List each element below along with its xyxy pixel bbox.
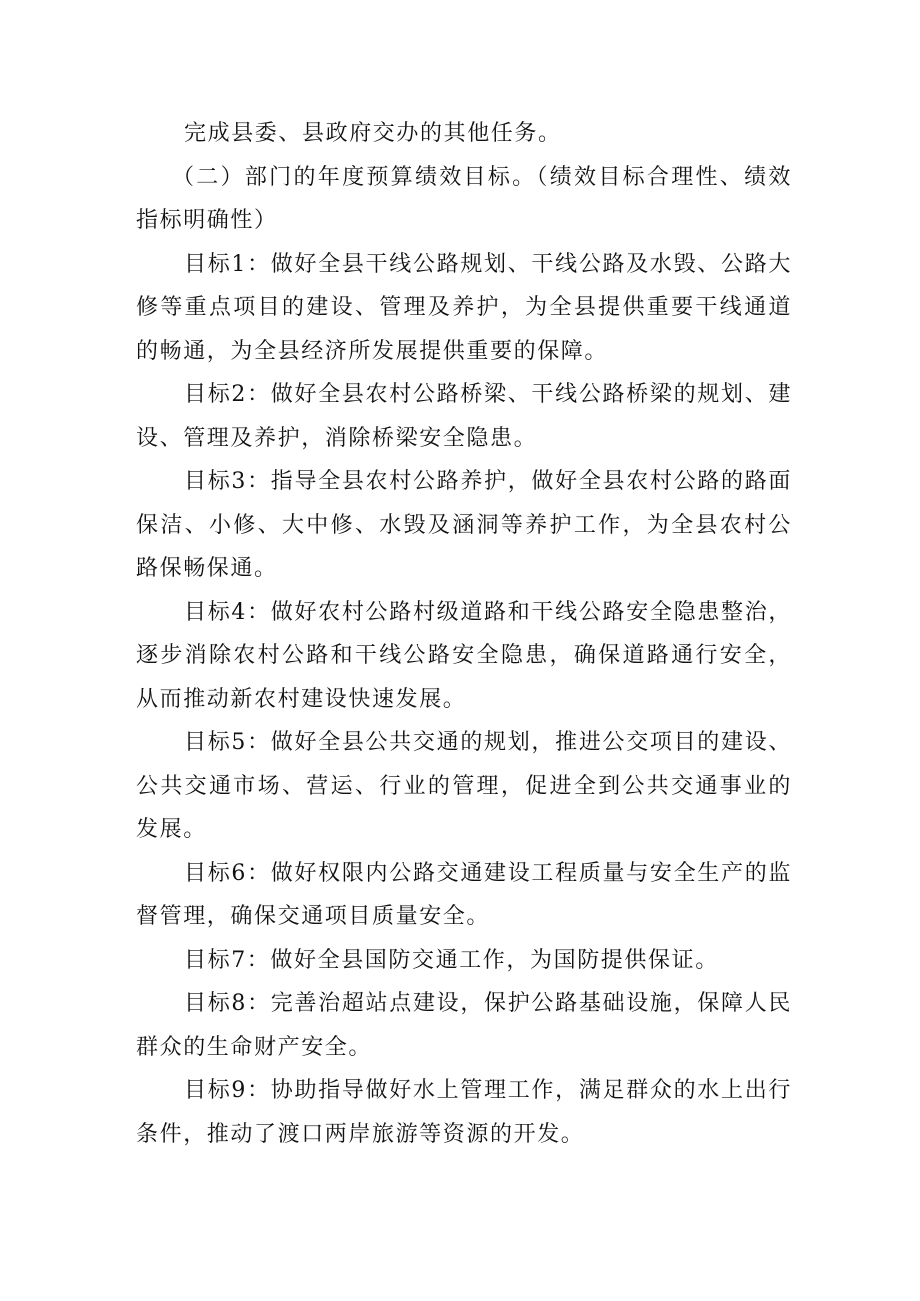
- paragraph-goal-6: 目标6：做好权限内公路交通建设工程质量与安全生产的监督管理，确保交通项目质量安全。: [136, 860, 792, 929]
- paragraph-goal-5: 目标5：做好全县公共交通的规划，推进公交项目的建设、公共交通市场、营运、行业的管理，促进全到公共交通事业的发展。: [136, 730, 792, 842]
- paragraph-goal-1: 目标1：做好全县干线公路规划、干线公路及水毁、公路大修等重点项目的建设、管理及养护，为全县提供重要干线通道的畅通，为全县经济所发展提供重要的保障。: [136, 251, 792, 364]
- paragraph-goal-4: 目标4：做好农村公路村级道路和干线公路安全隐患整治，逐步消除农村公路和干线公路安全隐患，确保道路通行安全，从而推动新农村建设快速发展。: [136, 599, 792, 712]
- paragraph-goal-3: 目标3：指导全县农村公路养护，做好全县农村公路的路面保洁、小修、大中修、水毁及涵洞等养护工作，为全县农村公路保畅保通。: [136, 469, 792, 581]
- paragraph-goal-8: 目标8：完善治超站点建设，保护公路基础设施，保障人民群众的生命财产安全。: [136, 991, 792, 1060]
- paragraph-goal-9: 目标9：协助指导做好水上管理工作，满足群众的水上出行条件，推动了渡口两岸旅游等资源的开发。: [136, 1078, 792, 1147]
- paragraph-other-tasks: 完成县委、县政府交办的其他任务。: [184, 121, 562, 146]
- paragraph-goal-2: 目标2：做好全县农村公路桥梁、干线公路桥梁的规划、建设、管理及养护，消除桥梁安全隐患。: [136, 382, 792, 451]
- section-heading-performance-goals: （二）部门的年度预算绩效目标。（绩效目标合理性、绩效指标明确性）: [136, 164, 792, 233]
- document-body: [136, 112, 792, 1156]
- paragraph-goal-7: 目标7：做好全县国防交通工作，为国防提供保证。: [184, 947, 719, 973]
